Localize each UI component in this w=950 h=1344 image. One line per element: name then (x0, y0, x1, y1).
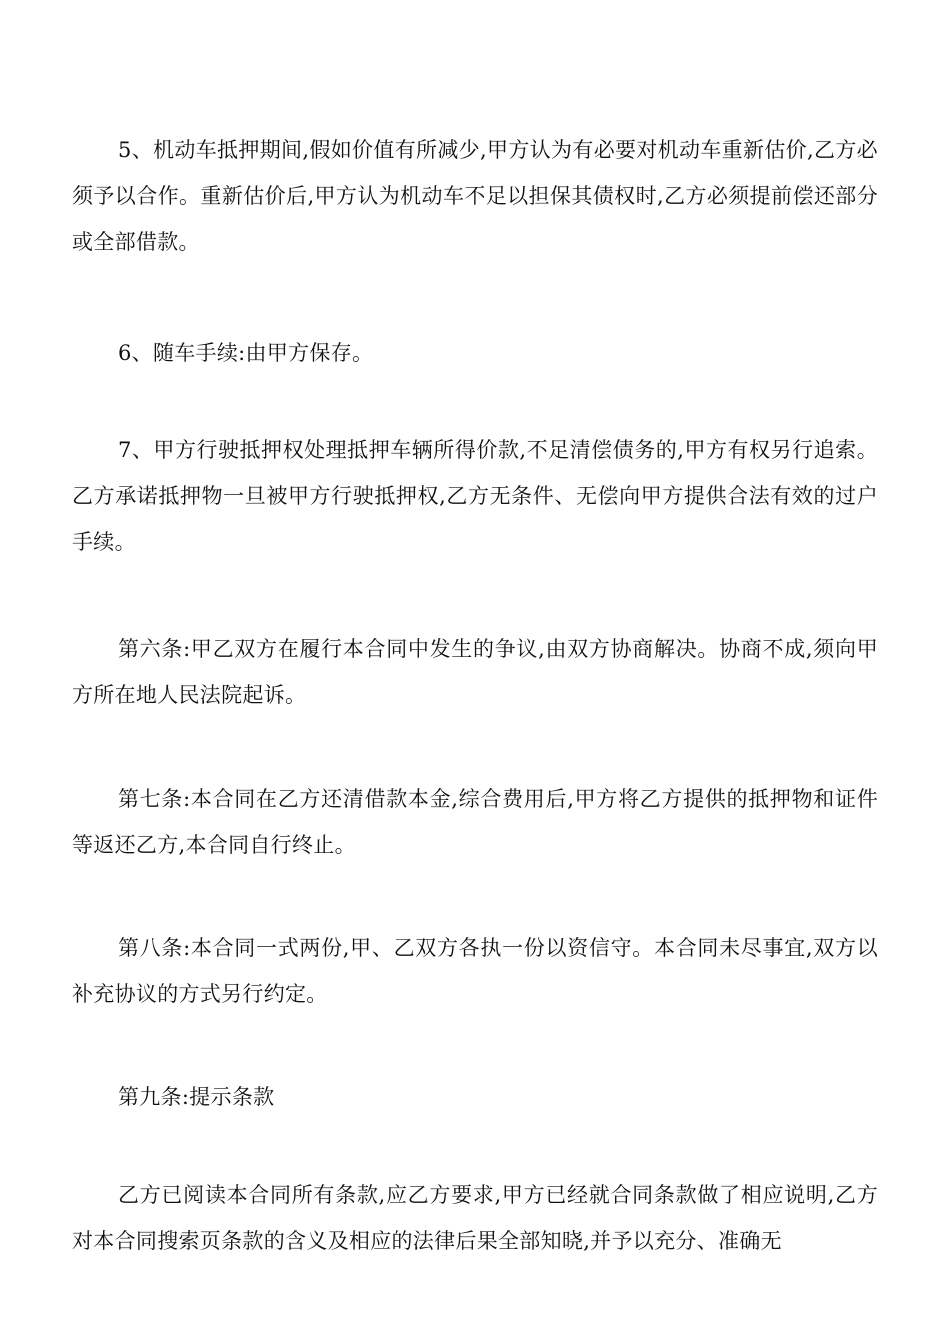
clause-7-paragraph: 7、甲方行驶抵押权处理抵押车辆所得价款,不足清偿债务的,甲方有权另行追索。乙方承诺抵押物一旦被甲方行驶抵押权,乙方无条件、无偿向甲方提供合法有效的过户手续。 (72, 438, 878, 554)
clause-6-paragraph: 6、随车手续:由甲方保存。 (118, 341, 374, 365)
document-page (72, 0, 878, 1344)
acknowledgement-paragraph: 乙方已阅读本合同所有条款,应乙方要求,甲方已经就合同条款做了相应说明,乙方对本合同搜索页条款的含义及相应的法律后果全部知晓,并予以充分、准确无 (72, 1183, 878, 1253)
article-9-heading: 第九条:提示条款 (118, 1085, 275, 1109)
article-7-paragraph: 第七条:本合同在乙方还清借款本金,综合费用后,甲方将乙方提供的抵押物和证件等返还乙方,本合同自行终止。 (72, 787, 878, 857)
clause-5-paragraph: 5、机动车抵押期间,假如价值有所减少,甲方认为有必要对机动车重新估价,乙方必须予以合作。重新估价后,甲方认为机动车不足以担保其债权时,乙方必须提前偿还部分或全部借款。 (72, 138, 878, 254)
article-8-paragraph: 第八条:本合同一式两份,甲、乙双方各执一份以资信守。本合同未尽事宜,双方以补充协议的方式另行约定。 (72, 936, 878, 1006)
article-6-paragraph: 第六条:甲乙双方在履行本合同中发生的争议,由双方协商解决。协商不成,须向甲方所在地人民法院起诉。 (72, 637, 878, 707)
